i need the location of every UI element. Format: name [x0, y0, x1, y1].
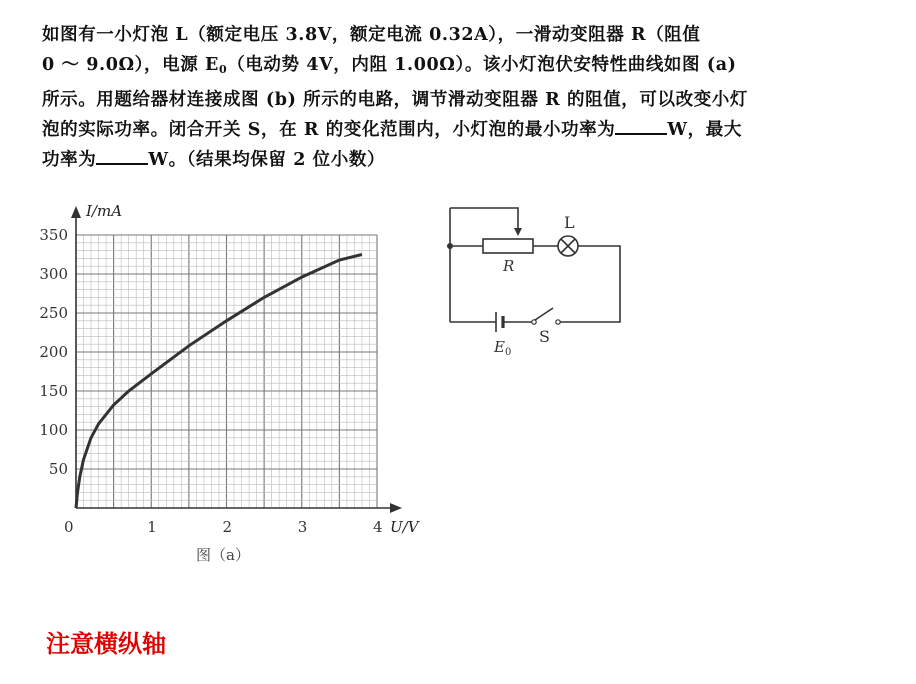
switch-label: S [539, 327, 550, 346]
y-tick-label: 300 [39, 265, 68, 283]
problem-line-4a: 泡的实际功率。闭合开关 S，在 R 的变化范围内，小灯泡的最小功率为 [42, 120, 616, 140]
lamp-label: L [564, 213, 575, 232]
resistor-r [483, 239, 533, 253]
y-tick-label: 150 [39, 382, 68, 400]
problem-line-2-sub: 0 [218, 63, 228, 76]
answer-blank-min-power[interactable] [615, 115, 667, 135]
y-axis-label: I/mA [86, 202, 123, 220]
y-tick-label: 200 [39, 343, 68, 361]
x-tick-label: 4 [373, 518, 383, 536]
figure-a-iv-curve [30, 198, 430, 568]
problem-line-2 [42, 50, 892, 85]
origin-label: 0 [64, 518, 74, 536]
source-label: $E_0$ [494, 338, 512, 358]
y-axis-arrow [71, 206, 81, 218]
problem-line-2b: （电动势 4V，内阻 1.00Ω）。该小灯泡伏安特性曲线如图 (a) [227, 55, 737, 75]
problem-line-5a: 功率为 [42, 150, 97, 170]
x-tick-label: 2 [222, 518, 233, 536]
red-note: 注意横纵轴 [46, 630, 166, 658]
y-tick-label: 350 [39, 226, 68, 244]
x-tick-label: 1 [147, 518, 157, 536]
x-axis-label: U/V [390, 518, 419, 536]
problem-line-4 [42, 115, 892, 145]
x-tick-label: 3 [297, 518, 308, 536]
resistor-label: R [503, 257, 515, 275]
switch-s [535, 308, 553, 320]
problem-line-5b: W。（结果均保留 2 位小数） [148, 150, 386, 170]
chart-grid [76, 235, 377, 508]
switch-contact-right [556, 320, 560, 324]
figure-a-caption: 图（a） [196, 546, 250, 564]
problem-line-1: 如图有一小灯泡 L（额定电压 3.8V，额定电流 0.32A），一滑动变阻器 R（阻值 [42, 25, 701, 45]
y-tick-label: 250 [39, 304, 68, 322]
slider-arrow [514, 228, 522, 236]
x-axis-arrow [390, 503, 402, 513]
y-tick-label: 100 [39, 421, 68, 439]
junction-dot [447, 243, 453, 249]
problem-line-3: 所示。用题给器材连接成图 (b) 所示的电路，调节滑动变阻器 R 的阻值，可以改变小灯 [42, 90, 749, 110]
problem-line-2a: 0 ～ 9.0Ω），电源 E [42, 55, 219, 75]
answer-blank-max-power[interactable] [96, 145, 148, 165]
problem-line-4b: W，最大 [667, 120, 742, 140]
slider-wire [450, 208, 518, 230]
right-wire [560, 246, 620, 322]
problem-text [42, 20, 892, 175]
problem-line-5 [42, 145, 892, 175]
switch-contact-left [532, 320, 536, 324]
figure-b-circuit [440, 198, 640, 368]
y-tick-label: 50 [48, 460, 68, 478]
